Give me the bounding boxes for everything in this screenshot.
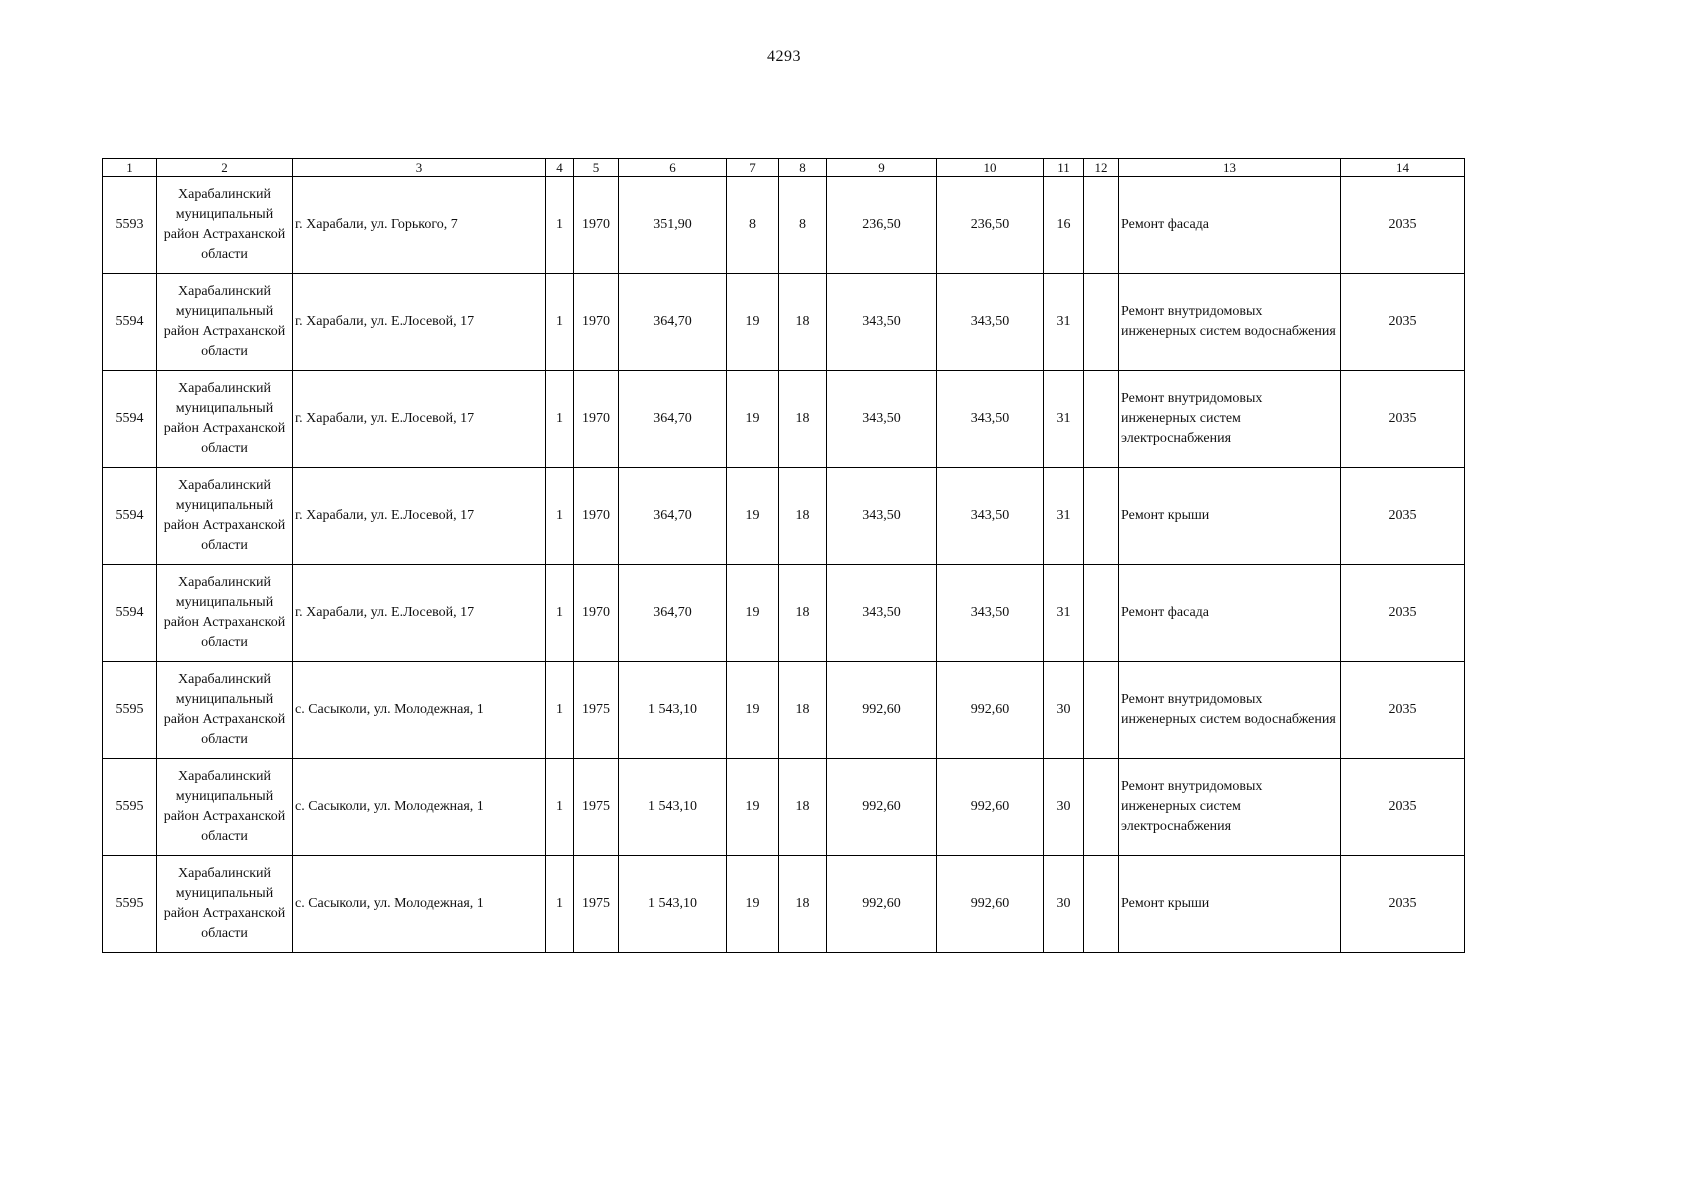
column-number: 5	[574, 159, 619, 177]
work-type-cell: Ремонт крыши	[1119, 856, 1341, 953]
col9-cell: 343,50	[827, 468, 937, 565]
table-row	[103, 371, 1465, 468]
col7-cell: 19	[727, 371, 779, 468]
column-number: 13	[1119, 159, 1341, 177]
row-number-cell: 5594	[103, 371, 157, 468]
col4-cell: 1	[546, 371, 574, 468]
municipality-cell: Харабалинский муниципальный район Астраханской области	[157, 468, 293, 565]
col7-cell: 8	[727, 177, 779, 274]
page-number: 4293	[767, 48, 801, 65]
column-number: 1	[103, 159, 157, 177]
municipality-cell: Харабалинский муниципальный район Астраханской области	[157, 274, 293, 371]
col10-cell: 343,50	[937, 565, 1044, 662]
col12-cell	[1084, 468, 1119, 565]
col12-cell	[1084, 371, 1119, 468]
table-row	[103, 177, 1465, 274]
col4-cell: 1	[546, 759, 574, 856]
col10-cell: 236,50	[937, 177, 1044, 274]
col7-cell: 19	[727, 856, 779, 953]
year-planned-cell: 2035	[1341, 468, 1465, 565]
col9-cell: 992,60	[827, 662, 937, 759]
table-row	[103, 565, 1465, 662]
year-planned-cell: 2035	[1341, 274, 1465, 371]
col11-cell: 30	[1044, 662, 1084, 759]
year-cell: 1970	[574, 177, 619, 274]
col7-cell: 19	[727, 565, 779, 662]
col6-cell: 1 543,10	[619, 759, 727, 856]
municipality-cell: Харабалинский муниципальный район Астраханской области	[157, 565, 293, 662]
table-row	[103, 662, 1465, 759]
work-type-cell: Ремонт крыши	[1119, 468, 1341, 565]
col12-cell	[1084, 759, 1119, 856]
work-type-cell: Ремонт внутридомовых инженерных систем электроснабжения	[1119, 759, 1341, 856]
col11-cell: 31	[1044, 274, 1084, 371]
col9-cell: 236,50	[827, 177, 937, 274]
year-planned-cell: 2035	[1341, 759, 1465, 856]
municipality-cell: Харабалинский муниципальный район Астраханской области	[157, 759, 293, 856]
work-type-cell: Ремонт внутридомовых инженерных систем водоснабжения	[1119, 662, 1341, 759]
row-number-cell: 5595	[103, 662, 157, 759]
col9-cell: 992,60	[827, 759, 937, 856]
address-cell: г. Харабали, ул. Е.Лосевой, 17	[293, 468, 546, 565]
col11-cell: 31	[1044, 371, 1084, 468]
col4-cell: 1	[546, 274, 574, 371]
col6-cell: 1 543,10	[619, 856, 727, 953]
col6-cell: 351,90	[619, 177, 727, 274]
col11-cell: 30	[1044, 759, 1084, 856]
col12-cell	[1084, 662, 1119, 759]
column-number: 2	[157, 159, 293, 177]
table-row	[103, 274, 1465, 371]
year-planned-cell: 2035	[1341, 371, 1465, 468]
col8-cell: 18	[779, 662, 827, 759]
year-cell: 1975	[574, 759, 619, 856]
col12-cell	[1084, 856, 1119, 953]
row-number-cell: 5593	[103, 177, 157, 274]
address-cell: с. Сасыколи, ул. Молодежная, 1	[293, 856, 546, 953]
col12-cell	[1084, 565, 1119, 662]
col11-cell: 16	[1044, 177, 1084, 274]
col4-cell: 1	[546, 468, 574, 565]
row-number-cell: 5595	[103, 759, 157, 856]
table-row	[103, 856, 1465, 953]
col6-cell: 364,70	[619, 371, 727, 468]
col4-cell: 1	[546, 565, 574, 662]
col4-cell: 1	[546, 177, 574, 274]
col6-cell: 364,70	[619, 274, 727, 371]
row-number-cell: 5594	[103, 468, 157, 565]
col7-cell: 19	[727, 274, 779, 371]
col7-cell: 19	[727, 759, 779, 856]
col11-cell: 31	[1044, 468, 1084, 565]
year-planned-cell: 2035	[1341, 662, 1465, 759]
address-cell: г. Харабали, ул. Горького, 7	[293, 177, 546, 274]
work-type-cell: Ремонт внутридомовых инженерных систем водоснабжения	[1119, 274, 1341, 371]
year-cell: 1970	[574, 274, 619, 371]
col11-cell: 31	[1044, 565, 1084, 662]
table-row	[103, 759, 1465, 856]
year-cell: 1975	[574, 856, 619, 953]
col9-cell: 343,50	[827, 371, 937, 468]
col8-cell: 18	[779, 565, 827, 662]
column-number: 3	[293, 159, 546, 177]
column-number: 10	[937, 159, 1044, 177]
municipality-cell: Харабалинский муниципальный район Астраханской области	[157, 856, 293, 953]
col10-cell: 343,50	[937, 468, 1044, 565]
col6-cell: 1 543,10	[619, 662, 727, 759]
data-table	[102, 158, 1465, 953]
col6-cell: 364,70	[619, 468, 727, 565]
municipality-cell: Харабалинский муниципальный район Астраханской области	[157, 177, 293, 274]
col8-cell: 8	[779, 177, 827, 274]
column-number: 9	[827, 159, 937, 177]
table-row	[103, 468, 1465, 565]
year-cell: 1975	[574, 662, 619, 759]
col10-cell: 992,60	[937, 759, 1044, 856]
col10-cell: 992,60	[937, 662, 1044, 759]
col10-cell: 992,60	[937, 856, 1044, 953]
year-planned-cell: 2035	[1341, 856, 1465, 953]
address-cell: г. Харабали, ул. Е.Лосевой, 17	[293, 565, 546, 662]
year-cell: 1970	[574, 565, 619, 662]
work-type-cell: Ремонт внутридомовых инженерных систем электроснабжения	[1119, 371, 1341, 468]
col7-cell: 19	[727, 662, 779, 759]
row-number-cell: 5595	[103, 856, 157, 953]
col4-cell: 1	[546, 856, 574, 953]
row-number-cell: 5594	[103, 565, 157, 662]
column-number: 7	[727, 159, 779, 177]
col8-cell: 18	[779, 856, 827, 953]
work-type-cell: Ремонт фасада	[1119, 177, 1341, 274]
municipality-cell: Харабалинский муниципальный район Астраханской области	[157, 662, 293, 759]
col9-cell: 343,50	[827, 274, 937, 371]
work-type-cell: Ремонт фасада	[1119, 565, 1341, 662]
col7-cell: 19	[727, 468, 779, 565]
column-number-row	[103, 159, 1465, 177]
col10-cell: 343,50	[937, 274, 1044, 371]
column-number: 8	[779, 159, 827, 177]
col9-cell: 343,50	[827, 565, 937, 662]
address-cell: с. Сасыколи, ул. Молодежная, 1	[293, 759, 546, 856]
municipality-cell: Харабалинский муниципальный район Астраханской области	[157, 371, 293, 468]
address-cell: г. Харабали, ул. Е.Лосевой, 17	[293, 274, 546, 371]
column-number: 12	[1084, 159, 1119, 177]
col4-cell: 1	[546, 662, 574, 759]
column-number: 6	[619, 159, 727, 177]
col10-cell: 343,50	[937, 371, 1044, 468]
col12-cell	[1084, 274, 1119, 371]
column-number: 4	[546, 159, 574, 177]
address-cell: г. Харабали, ул. Е.Лосевой, 17	[293, 371, 546, 468]
col9-cell: 992,60	[827, 856, 937, 953]
year-cell: 1970	[574, 371, 619, 468]
address-cell: с. Сасыколи, ул. Молодежная, 1	[293, 662, 546, 759]
column-number: 11	[1044, 159, 1084, 177]
col8-cell: 18	[779, 274, 827, 371]
col6-cell: 364,70	[619, 565, 727, 662]
year-cell: 1970	[574, 468, 619, 565]
column-number: 14	[1341, 159, 1465, 177]
col8-cell: 18	[779, 759, 827, 856]
col12-cell	[1084, 177, 1119, 274]
col8-cell: 18	[779, 468, 827, 565]
col11-cell: 30	[1044, 856, 1084, 953]
year-planned-cell: 2035	[1341, 177, 1465, 274]
row-number-cell: 5594	[103, 274, 157, 371]
col8-cell: 18	[779, 371, 827, 468]
year-planned-cell: 2035	[1341, 565, 1465, 662]
